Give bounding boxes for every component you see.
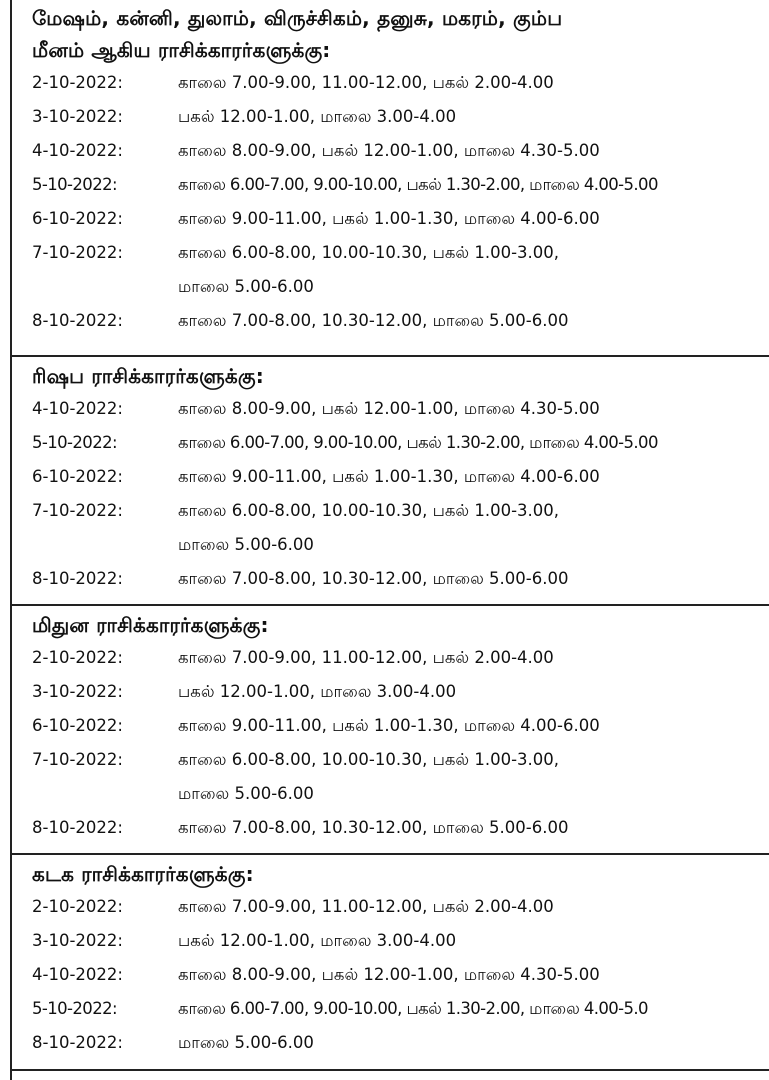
schedule-row bbox=[12, 743, 769, 811]
section-divider bbox=[10, 853, 769, 855]
row-times: காலை 6.00-7.00, 9.00-10.00, பகல் 1.30-2.00, மாலை 4.00-5.00 bbox=[178, 175, 658, 194]
row-times: காலை 8.00-9.00, பகல் 12.00-1.00, மாலை 4.30-5.00 bbox=[178, 399, 600, 418]
row-times: காலை 8.00-9.00, பகல் 12.00-1.00, மாலை 4.30-5.00 bbox=[178, 965, 600, 984]
row-date: 7-10-2022: bbox=[32, 750, 123, 769]
section-heading bbox=[12, 360, 769, 392]
row-times: காலை 9.00-11.00, பகல் 1.00-1.30, மாலை 4.00-6.00 bbox=[178, 209, 600, 228]
row-times: மாலை 5.00-6.00 bbox=[178, 1033, 314, 1052]
row-date: 3-10-2022: bbox=[32, 931, 123, 950]
schedule-row bbox=[12, 641, 769, 675]
row-date: 2-10-2022: bbox=[32, 897, 123, 916]
row-date: 2-10-2022: bbox=[32, 73, 123, 92]
schedule-row bbox=[12, 924, 769, 958]
row-date: 5-10-2022: bbox=[32, 999, 117, 1018]
row-times: காலை 7.00-9.00, 11.00-12.00, பகல் 2.00-4.00 bbox=[178, 897, 554, 916]
row-times-line: மாலை 5.00-6.00 bbox=[178, 535, 314, 554]
schedule-row bbox=[12, 134, 769, 168]
section-heading-line: மீனம் ஆகிய ராசிக்காரர்களுக்கு: bbox=[32, 38, 331, 62]
schedule-row bbox=[12, 168, 769, 202]
schedule-row bbox=[12, 890, 769, 924]
row-date: 3-10-2022: bbox=[32, 682, 123, 701]
row-times: காலை 6.00-7.00, 9.00-10.00, பகல் 1.30-2.00, மாலை 4.00-5.00 bbox=[178, 433, 658, 452]
section-heading-line: மிதுன ராசிக்காரர்களுக்கு: bbox=[32, 613, 269, 637]
row-times bbox=[178, 743, 559, 811]
row-date: 8-10-2022: bbox=[32, 569, 123, 588]
section-mesham-group bbox=[12, 2, 769, 354]
row-date: 8-10-2022: bbox=[32, 818, 123, 837]
schedule-row bbox=[12, 304, 769, 338]
section-heading-line: மேஷம், கன்னி, துலாம், விருச்சிகம், தனுசு, மகரம், கும்ப bbox=[32, 6, 563, 30]
row-times: காலை 7.00-8.00, 10.30-12.00, மாலை 5.00-6.00 bbox=[178, 818, 569, 837]
row-times-line: காலை 6.00-8.00, 10.00-10.30, பகல் 1.00-3.00, bbox=[178, 750, 560, 769]
row-date: 7-10-2022: bbox=[32, 501, 123, 520]
schedule-row bbox=[12, 494, 769, 562]
row-times: காலை 7.00-9.00, 11.00-12.00, பகல் 2.00-4.00 bbox=[178, 73, 554, 92]
schedule-row bbox=[12, 426, 769, 460]
schedule-row bbox=[12, 958, 769, 992]
section-kadaga bbox=[12, 858, 769, 1068]
schedule-row bbox=[12, 392, 769, 426]
row-times-line: காலை 6.00-8.00, 10.00-10.30, பகல் 1.00-3.00, bbox=[178, 501, 560, 520]
row-times: காலை 8.00-9.00, பகல் 12.00-1.00, மாலை 4.30-5.00 bbox=[178, 141, 600, 160]
section-divider bbox=[10, 1069, 769, 1071]
row-date: 4-10-2022: bbox=[32, 141, 123, 160]
schedule-row bbox=[12, 811, 769, 845]
schedule-row bbox=[12, 460, 769, 494]
row-date: 4-10-2022: bbox=[32, 399, 123, 418]
section-divider bbox=[10, 355, 769, 357]
schedule-row bbox=[12, 236, 769, 304]
section-heading bbox=[12, 2, 769, 66]
row-times: காலை 7.00-9.00, 11.00-12.00, பகல் 2.00-4.00 bbox=[178, 648, 554, 667]
row-times: காலை 7.00-8.00, 10.30-12.00, மாலை 5.00-6.00 bbox=[178, 311, 569, 330]
row-date: 2-10-2022: bbox=[32, 648, 123, 667]
row-date: 6-10-2022: bbox=[32, 716, 123, 735]
section-heading-line: கடக ராசிக்காரர்களுக்கு: bbox=[32, 862, 254, 886]
schedule-row bbox=[12, 100, 769, 134]
row-times: காலை 6.00-7.00, 9.00-10.00, பகல் 1.30-2.00, மாலை 4.00-5.0 bbox=[178, 999, 648, 1018]
section-mithuna bbox=[12, 609, 769, 851]
section-divider bbox=[10, 604, 769, 606]
row-times: பகல் 12.00-1.00, மாலை 3.00-4.00 bbox=[178, 682, 457, 701]
row-date: 8-10-2022: bbox=[32, 1033, 123, 1052]
row-date: 6-10-2022: bbox=[32, 467, 123, 486]
schedule-row bbox=[12, 675, 769, 709]
row-times: காலை 9.00-11.00, பகல் 1.00-1.30, மாலை 4.00-6.00 bbox=[178, 716, 600, 735]
row-date: 5-10-2022: bbox=[32, 175, 117, 194]
schedule-row bbox=[12, 992, 769, 1026]
row-date: 4-10-2022: bbox=[32, 965, 123, 984]
row-times-line: மாலை 5.00-6.00 bbox=[178, 277, 314, 296]
row-date: 6-10-2022: bbox=[32, 209, 123, 228]
row-date: 5-10-2022: bbox=[32, 433, 117, 452]
schedule-row bbox=[12, 562, 769, 596]
row-date: 8-10-2022: bbox=[32, 311, 123, 330]
schedule-row bbox=[12, 202, 769, 236]
schedule-row bbox=[12, 1026, 769, 1060]
row-times bbox=[178, 494, 559, 562]
row-date: 7-10-2022: bbox=[32, 243, 123, 262]
row-times: காலை 9.00-11.00, பகல் 1.00-1.30, மாலை 4.00-6.00 bbox=[178, 467, 600, 486]
row-times-line: காலை 6.00-8.00, 10.00-10.30, பகல் 1.00-3.00, bbox=[178, 243, 560, 262]
row-times: பகல் 12.00-1.00, மாலை 3.00-4.00 bbox=[178, 107, 457, 126]
section-heading bbox=[12, 609, 769, 641]
row-times: காலை 7.00-8.00, 10.30-12.00, மாலை 5.00-6.00 bbox=[178, 569, 569, 588]
section-rishaba bbox=[12, 360, 769, 602]
row-times bbox=[178, 236, 559, 304]
schedule-row bbox=[12, 709, 769, 743]
section-heading-line: ரிஷப ராசிக்காரர்களுக்கு: bbox=[32, 364, 264, 388]
section-heading bbox=[12, 858, 769, 890]
schedule-row bbox=[12, 66, 769, 100]
row-date: 3-10-2022: bbox=[32, 107, 123, 126]
row-times-line: மாலை 5.00-6.00 bbox=[178, 784, 314, 803]
row-times: பகல் 12.00-1.00, மாலை 3.00-4.00 bbox=[178, 931, 457, 950]
